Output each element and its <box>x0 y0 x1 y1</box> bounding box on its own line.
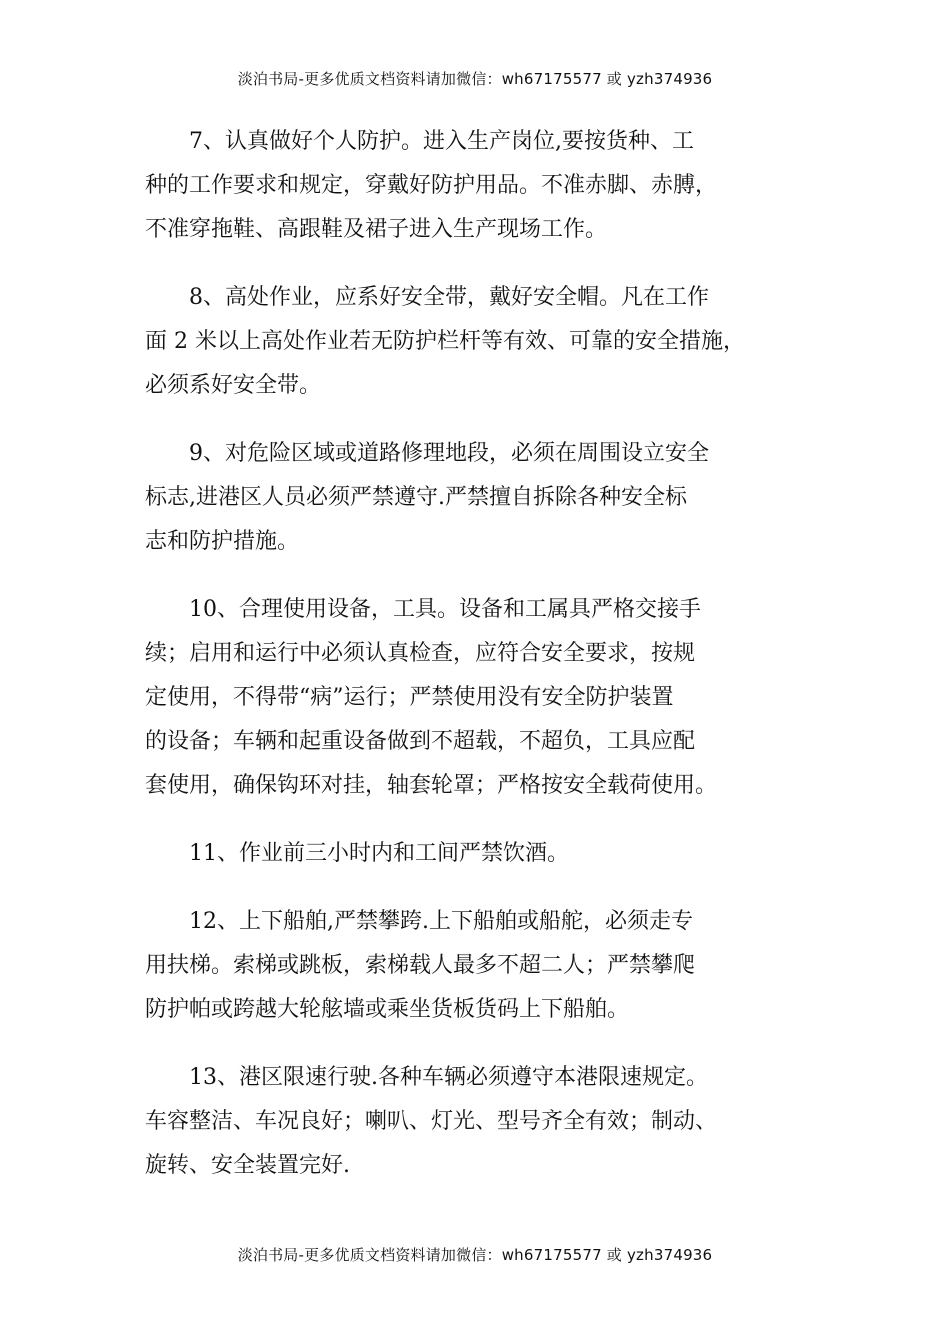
paragraph-item-12 <box>145 900 825 1032</box>
paragraph-line: 车容整洁、车况良好；喇叭、灯光、型号齐全有效；制动、 <box>145 1109 718 1134</box>
paragraph-line: 旋转、安全装置完好. <box>145 1153 350 1178</box>
page-header-watermark: 淡泊书局-更多优质文档资料请加微信：wh67175577 或 yzh374936 <box>237 70 713 88</box>
paragraph-line: 12、上下船舶,严禁攀跨.上下船舶或船舵，必须走专 <box>189 909 693 934</box>
paragraph-line: 种的工作要求和规定，穿戴好防护用品。不准赤脚、赤膊， <box>145 173 718 198</box>
paragraph-line: 的设备；车辆和起重设备做到不超载，不超负，工具应配 <box>145 729 696 754</box>
paragraph-line: 标志,进港区人员必须严禁遵守.严禁擅自拆除各种安全标 <box>145 485 687 510</box>
paragraph-line: 志和防护措施。 <box>145 529 300 554</box>
paragraph-line: 定使用，不得带“病”运行；严禁使用没有安全防护装置 <box>145 685 674 710</box>
paragraph-line: 7、认真做好个人防护。进入生产岗位,要按货种、工 <box>189 129 694 154</box>
paragraph-item-11 <box>145 832 825 876</box>
paragraph-line: 不准穿拖鞋、高跟鞋及裙子进入生产现场工作。 <box>145 217 608 242</box>
paragraph-line: 10、合理使用设备，工具。设备和工属具严格交接手 <box>189 597 701 622</box>
paragraph-line: 用扶梯。索梯或跳板，索梯载人最多不超二人；严禁攀爬 <box>145 953 696 978</box>
paragraph-line: 续；启用和运行中必须认真检查，应符合安全要求，按规 <box>145 641 696 666</box>
paragraph-item-10 <box>145 588 825 808</box>
paragraph-item-13 <box>145 1056 825 1188</box>
paragraph-line: 9、对危险区域或道路修理地段，必须在周围设立安全 <box>189 441 709 466</box>
paragraph-item-8 <box>145 276 825 408</box>
paragraph-line: 8、高处作业，应系好安全带，戴好安全帽。凡在工作 <box>189 285 709 310</box>
paragraph-line: 11、作业前三小时内和工间严禁饮酒。 <box>189 841 569 866</box>
paragraph-line: 必须系好安全带。 <box>145 373 322 398</box>
paragraph-line: 防护帕或跨越大轮舷墙或乘坐货板货码上下船舶。 <box>145 997 630 1022</box>
paragraph-line: 套使用，确保钩环对挂，轴套轮罩；严格按安全载荷使用。 <box>145 773 718 798</box>
paragraph-line: 13、港区限速行驶.各种车辆必须遵守本港限速规定。 <box>189 1065 708 1090</box>
document-body <box>145 120 825 1212</box>
paragraph-line: 面 2 米以上高处作业若无防护栏杆等有效、可靠的安全措施， <box>145 329 745 354</box>
paragraph-item-7 <box>145 120 825 252</box>
page-footer-watermark: 淡泊书局-更多优质文档资料请加微信：wh67175577 或 yzh374936 <box>237 1246 713 1264</box>
paragraph-item-9 <box>145 432 825 564</box>
